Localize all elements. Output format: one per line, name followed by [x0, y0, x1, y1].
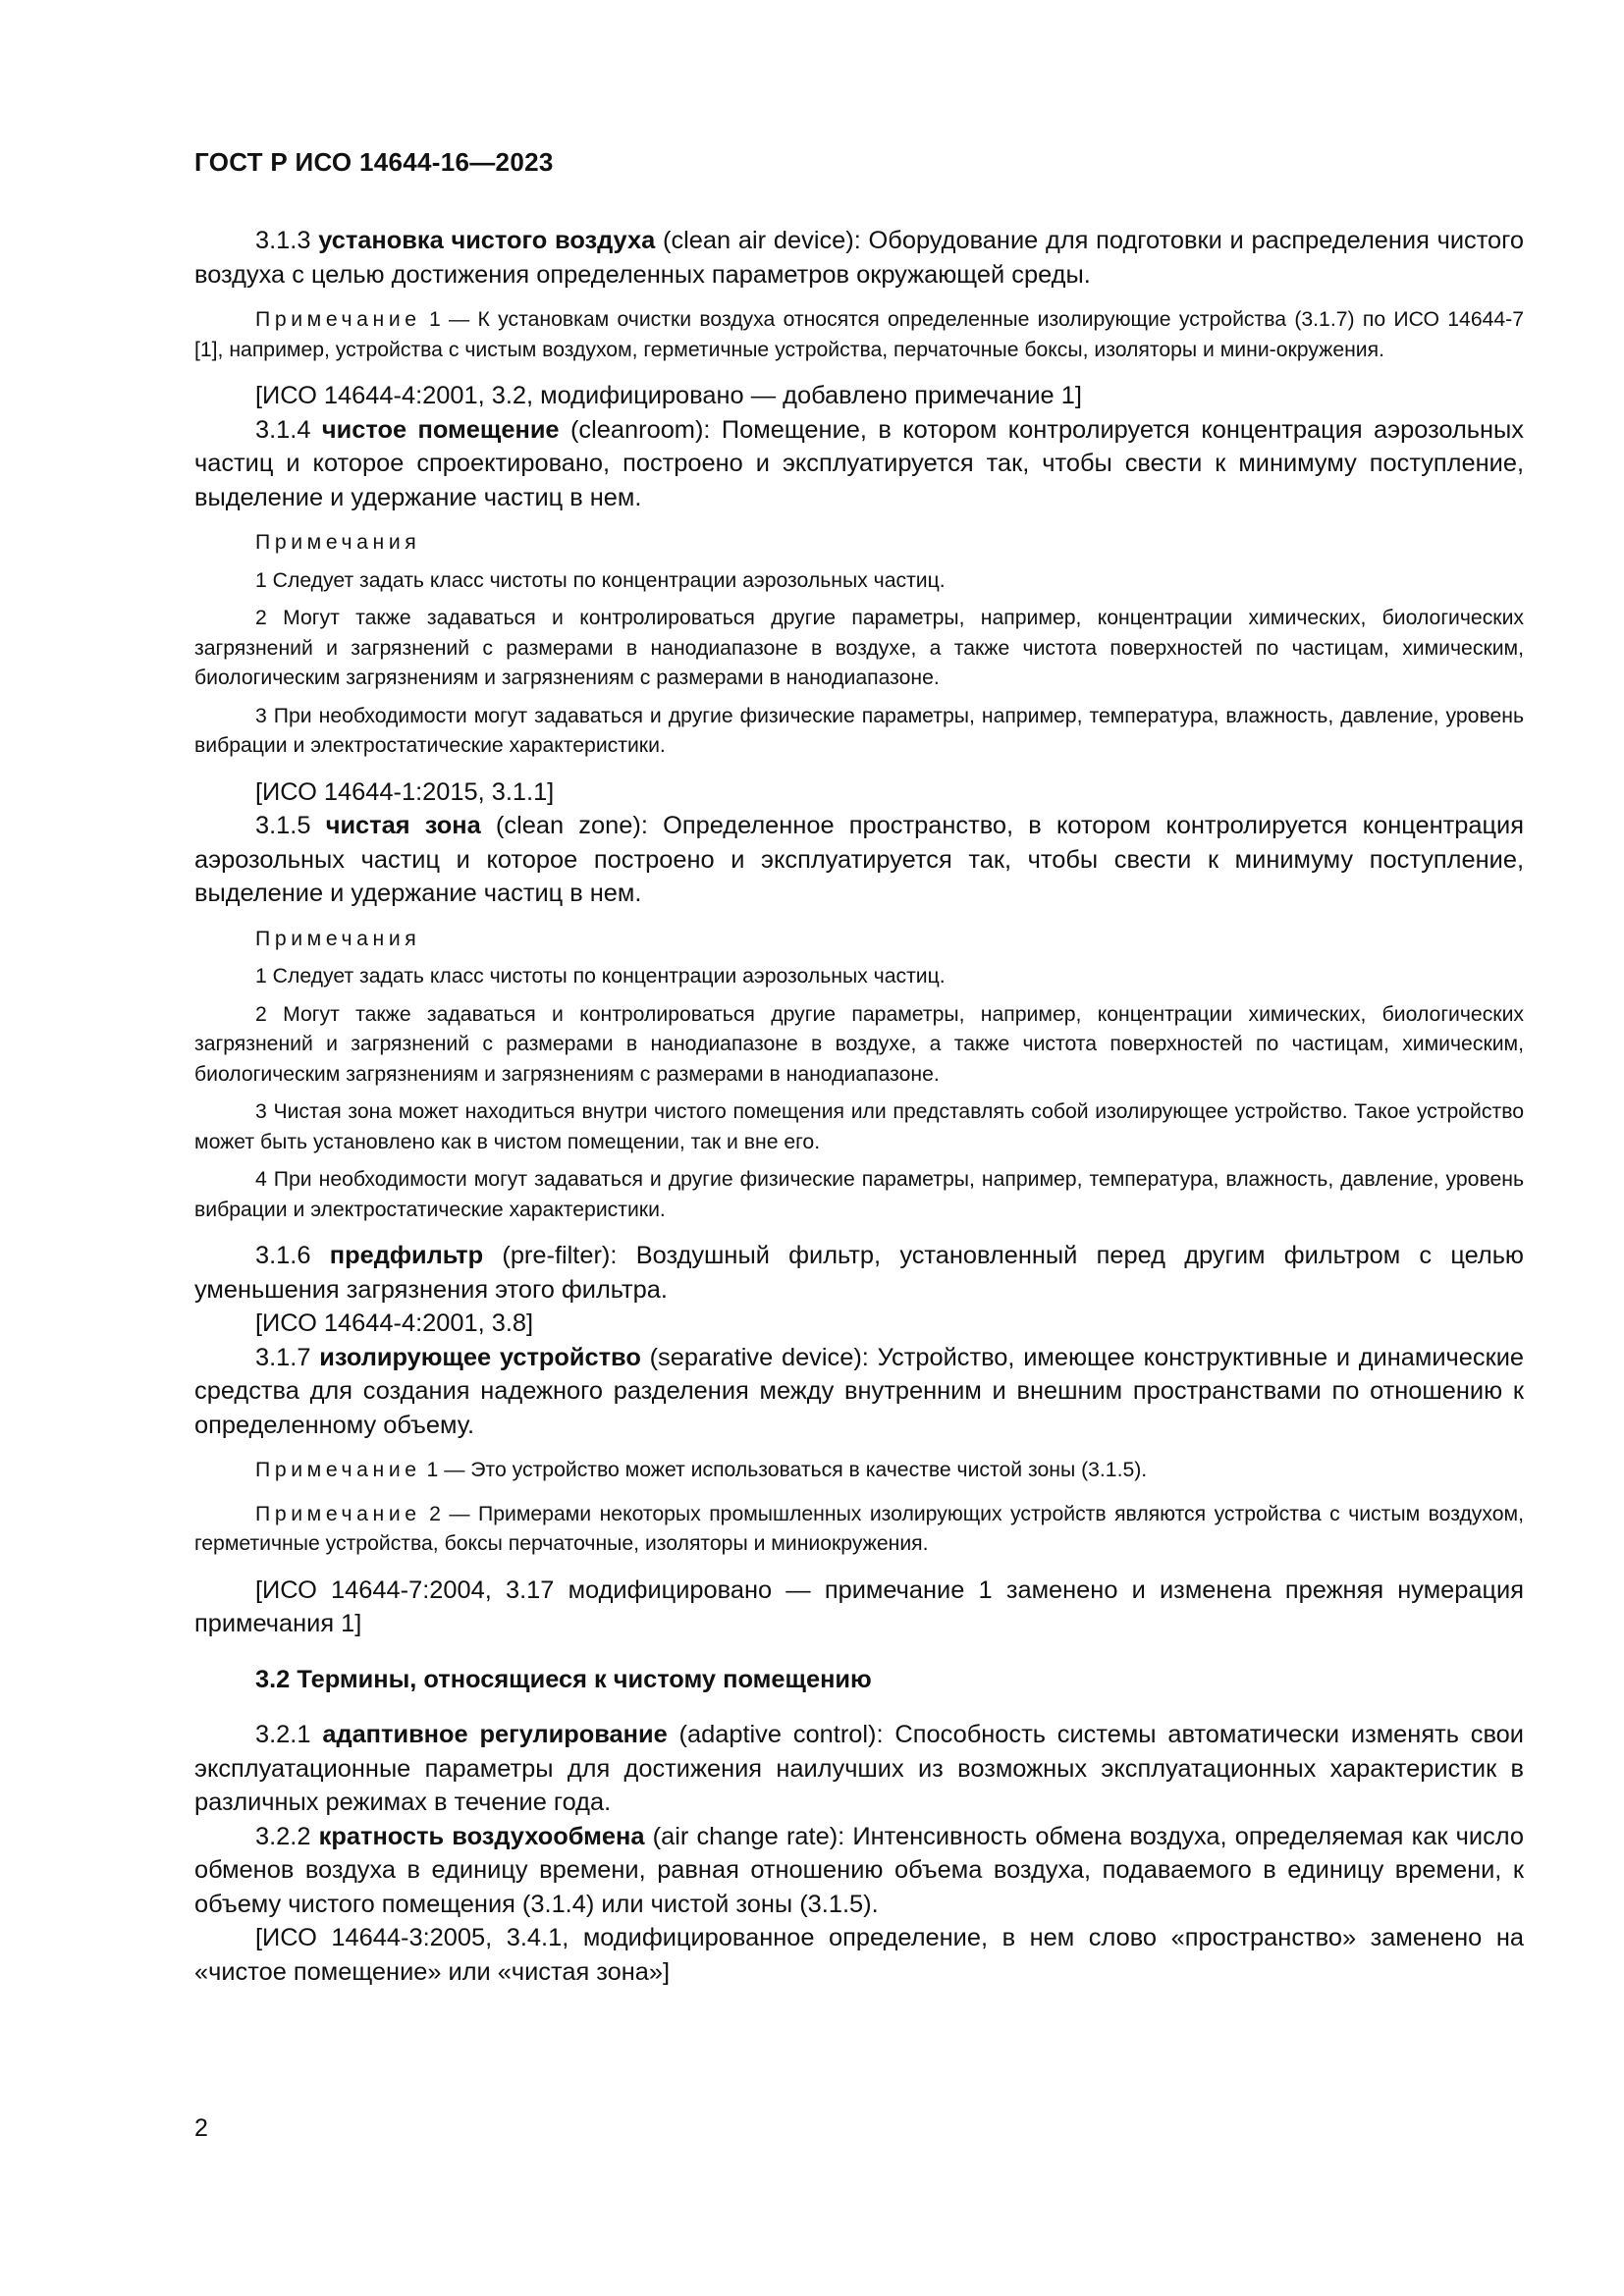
section-heading-3-2: 3.2 Термины, относящиеся к чистому помещению	[255, 1665, 872, 1693]
notes-label: Примечания	[255, 927, 421, 950]
page-number: 2	[194, 2114, 208, 2142]
definition-3-1-5	[194, 809, 1524, 911]
note-item: 1 Следует задать класс чистоты по концентрации аэрозольных частиц.	[255, 965, 946, 988]
term-name: чистое помещение	[321, 415, 560, 444]
note-item: 2 Могут также задаваться и контролироваться другие параметры, например, концентрации химических, биологических загрязнений и загрязнений с размерами в нанодиапазоне в воздухе, а также чистота поверхностей по частицам, химическим, биологическим загрязнениям и загрязнениям с размерами в нанодиапазоне.	[194, 1002, 1524, 1086]
term-definition: (separative device): Устройство, имеющее конструктивные и динамические средства для создания надежного разделения между внутренним и внешним пространствами по отношению к определенному объему.	[194, 1343, 1524, 1439]
term-number: 3.1.4	[255, 415, 311, 444]
definition-3-2-1	[194, 1718, 1524, 1820]
term-definition: (pre-filter): Воздушный фильтр, установленный перед другим фильтром с целью уменьшения загрязнения этого фильтра.	[194, 1242, 1524, 1304]
term-definition: (clean zone): Определенное пространство, в котором контролируется концентрация аэрозольных частиц и которое построено и эксплуатируется так, чтобы свести к минимуму поступление, выделение и удержание частиц в нем.	[194, 812, 1524, 907]
term-number: 3.1.7	[255, 1343, 311, 1371]
term-name: чистая зона	[325, 812, 481, 839]
definition-3-1-3	[194, 224, 1524, 292]
term-name: изолирующее устройство	[319, 1343, 641, 1371]
note-label: Примечание	[255, 308, 421, 331]
definition-3-1-4	[194, 413, 1524, 515]
term-name: предфильтр	[329, 1242, 484, 1269]
term-name: установка чистого воздуха	[318, 227, 656, 254]
source-3-2-2: [ИСО 14644-3:2005, 3.4.1, модифицированное определение, в нем слово «пространство» заменено на «чистое помещение» или «чистая зона»]	[194, 1924, 1524, 1986]
note-3-1-7-1	[194, 1456, 1524, 1486]
definition-3-1-6	[194, 1239, 1524, 1307]
term-definition: (clean air device): Оборудование для подготовки и распределения чистого воздуха с целью достижения определенных параметров окружающей среды.	[194, 227, 1525, 289]
note-item: 3 Чистая зона может находиться внутри чистого помещения или представлять собой изолирующее устройство. Такое устройство может быть установлено как в чистом помещении, так и вне его.	[194, 1100, 1524, 1153]
term-number: 3.1.6	[255, 1242, 311, 1269]
term-number: 3.2.2	[255, 1822, 311, 1850]
document-body	[194, 224, 1524, 1989]
source-3-1-3: [ИСО 14644-4:2001, 3.2, модифицировано — добавлено примечание 1]	[255, 382, 1082, 409]
term-number: 3.1.3	[255, 227, 311, 254]
note-text: 2 — Примерами некоторых промышленных изолирующих устройств являются устройства с чистым воздухом, герметичные устройства, боксы перчаточные, изоляторы и миниокружения.	[194, 1502, 1524, 1555]
term-number: 3.2.1	[255, 1721, 311, 1748]
definition-3-2-2	[194, 1820, 1524, 1922]
note-label: Примечание	[255, 1459, 421, 1481]
source-3-1-7: [ИСО 14644-7:2004, 3.17 модифицировано — примечание 1 заменено и изменена прежняя нумерация примечания 1]	[194, 1575, 1524, 1637]
term-definition: (cleanroom): Помещение, в котором контролируется концентрация аэрозольных частиц и которое спроектировано, построено и эксплуатируется так, чтобы свести к минимуму поступление, выделение и удержание частиц в нем.	[194, 415, 1524, 511]
term-name: адаптивное регулирование	[322, 1721, 668, 1748]
note-text: 1 — К установкам очистки воздуха относятся определенные изолирующие устройства (3.1.7) по ИСО 14644-7 [1], например, устройства с чистым воздухом, герметичные устройства, перчаточные боксы, изоляторы и мини-окружения.	[194, 308, 1525, 361]
note-item: 3 При необходимости могут задаваться и другие физические параметры, например, температура, влажность, давление, уровень вибрации и электростатические характеристики.	[194, 704, 1524, 757]
notes-label: Примечания	[255, 531, 421, 554]
note-3-1-7-2	[194, 1500, 1524, 1560]
term-definition: (air change rate): Интенсивность обмена воздуха, определяемая как число обменов воздуха в единицу времени, равная отношению объема воздуха, подаваемого в единицу времени, к объему чистого помещения (3.1.4) или чистой зоны (3.1.5).	[194, 1822, 1524, 1918]
definition-3-1-7	[194, 1341, 1524, 1443]
term-name: кратность воздухообмена	[318, 1822, 645, 1850]
source-3-1-6: [ИСО 14644-4:2001, 3.8]	[255, 1309, 534, 1337]
term-definition: (adaptive control): Способность системы автоматически изменять свои эксплуатационные параметры для достижения наилучших из возможных эксплуатационных характеристик в различных режимах в течение года.	[194, 1721, 1524, 1816]
note-item: 4 При необходимости могут задаваться и другие физические параметры, например, температура, влажность, давление, уровень вибрации и электростатические характеристики.	[194, 1168, 1524, 1221]
document-header: ГОСТ Р ИСО 14644-16—2023	[194, 147, 554, 177]
note-3-1-3	[194, 305, 1524, 365]
note-text: 1 — Это устройство может использоваться в качестве чистой зоны (3.1.5).	[426, 1459, 1148, 1481]
note-item: 1 Следует задать класс чистоты по концентрации аэрозольных частиц.	[255, 568, 946, 592]
term-number: 3.1.5	[255, 812, 311, 839]
note-item: 2 Могут также задаваться и контролироваться другие параметры, например, концентрации химических, биологических загрязнений и загрязнений с размерами в нанодиапазоне в воздухе, а также чистота поверхностей по частицам, химическим, биологическим загрязнениям и загрязнениям с размерами в нанодиапазоне.	[194, 607, 1524, 689]
note-label: Примечание	[255, 1502, 421, 1525]
source-3-1-4: [ИСО 14644-1:2015, 3.1.1]	[255, 777, 555, 806]
